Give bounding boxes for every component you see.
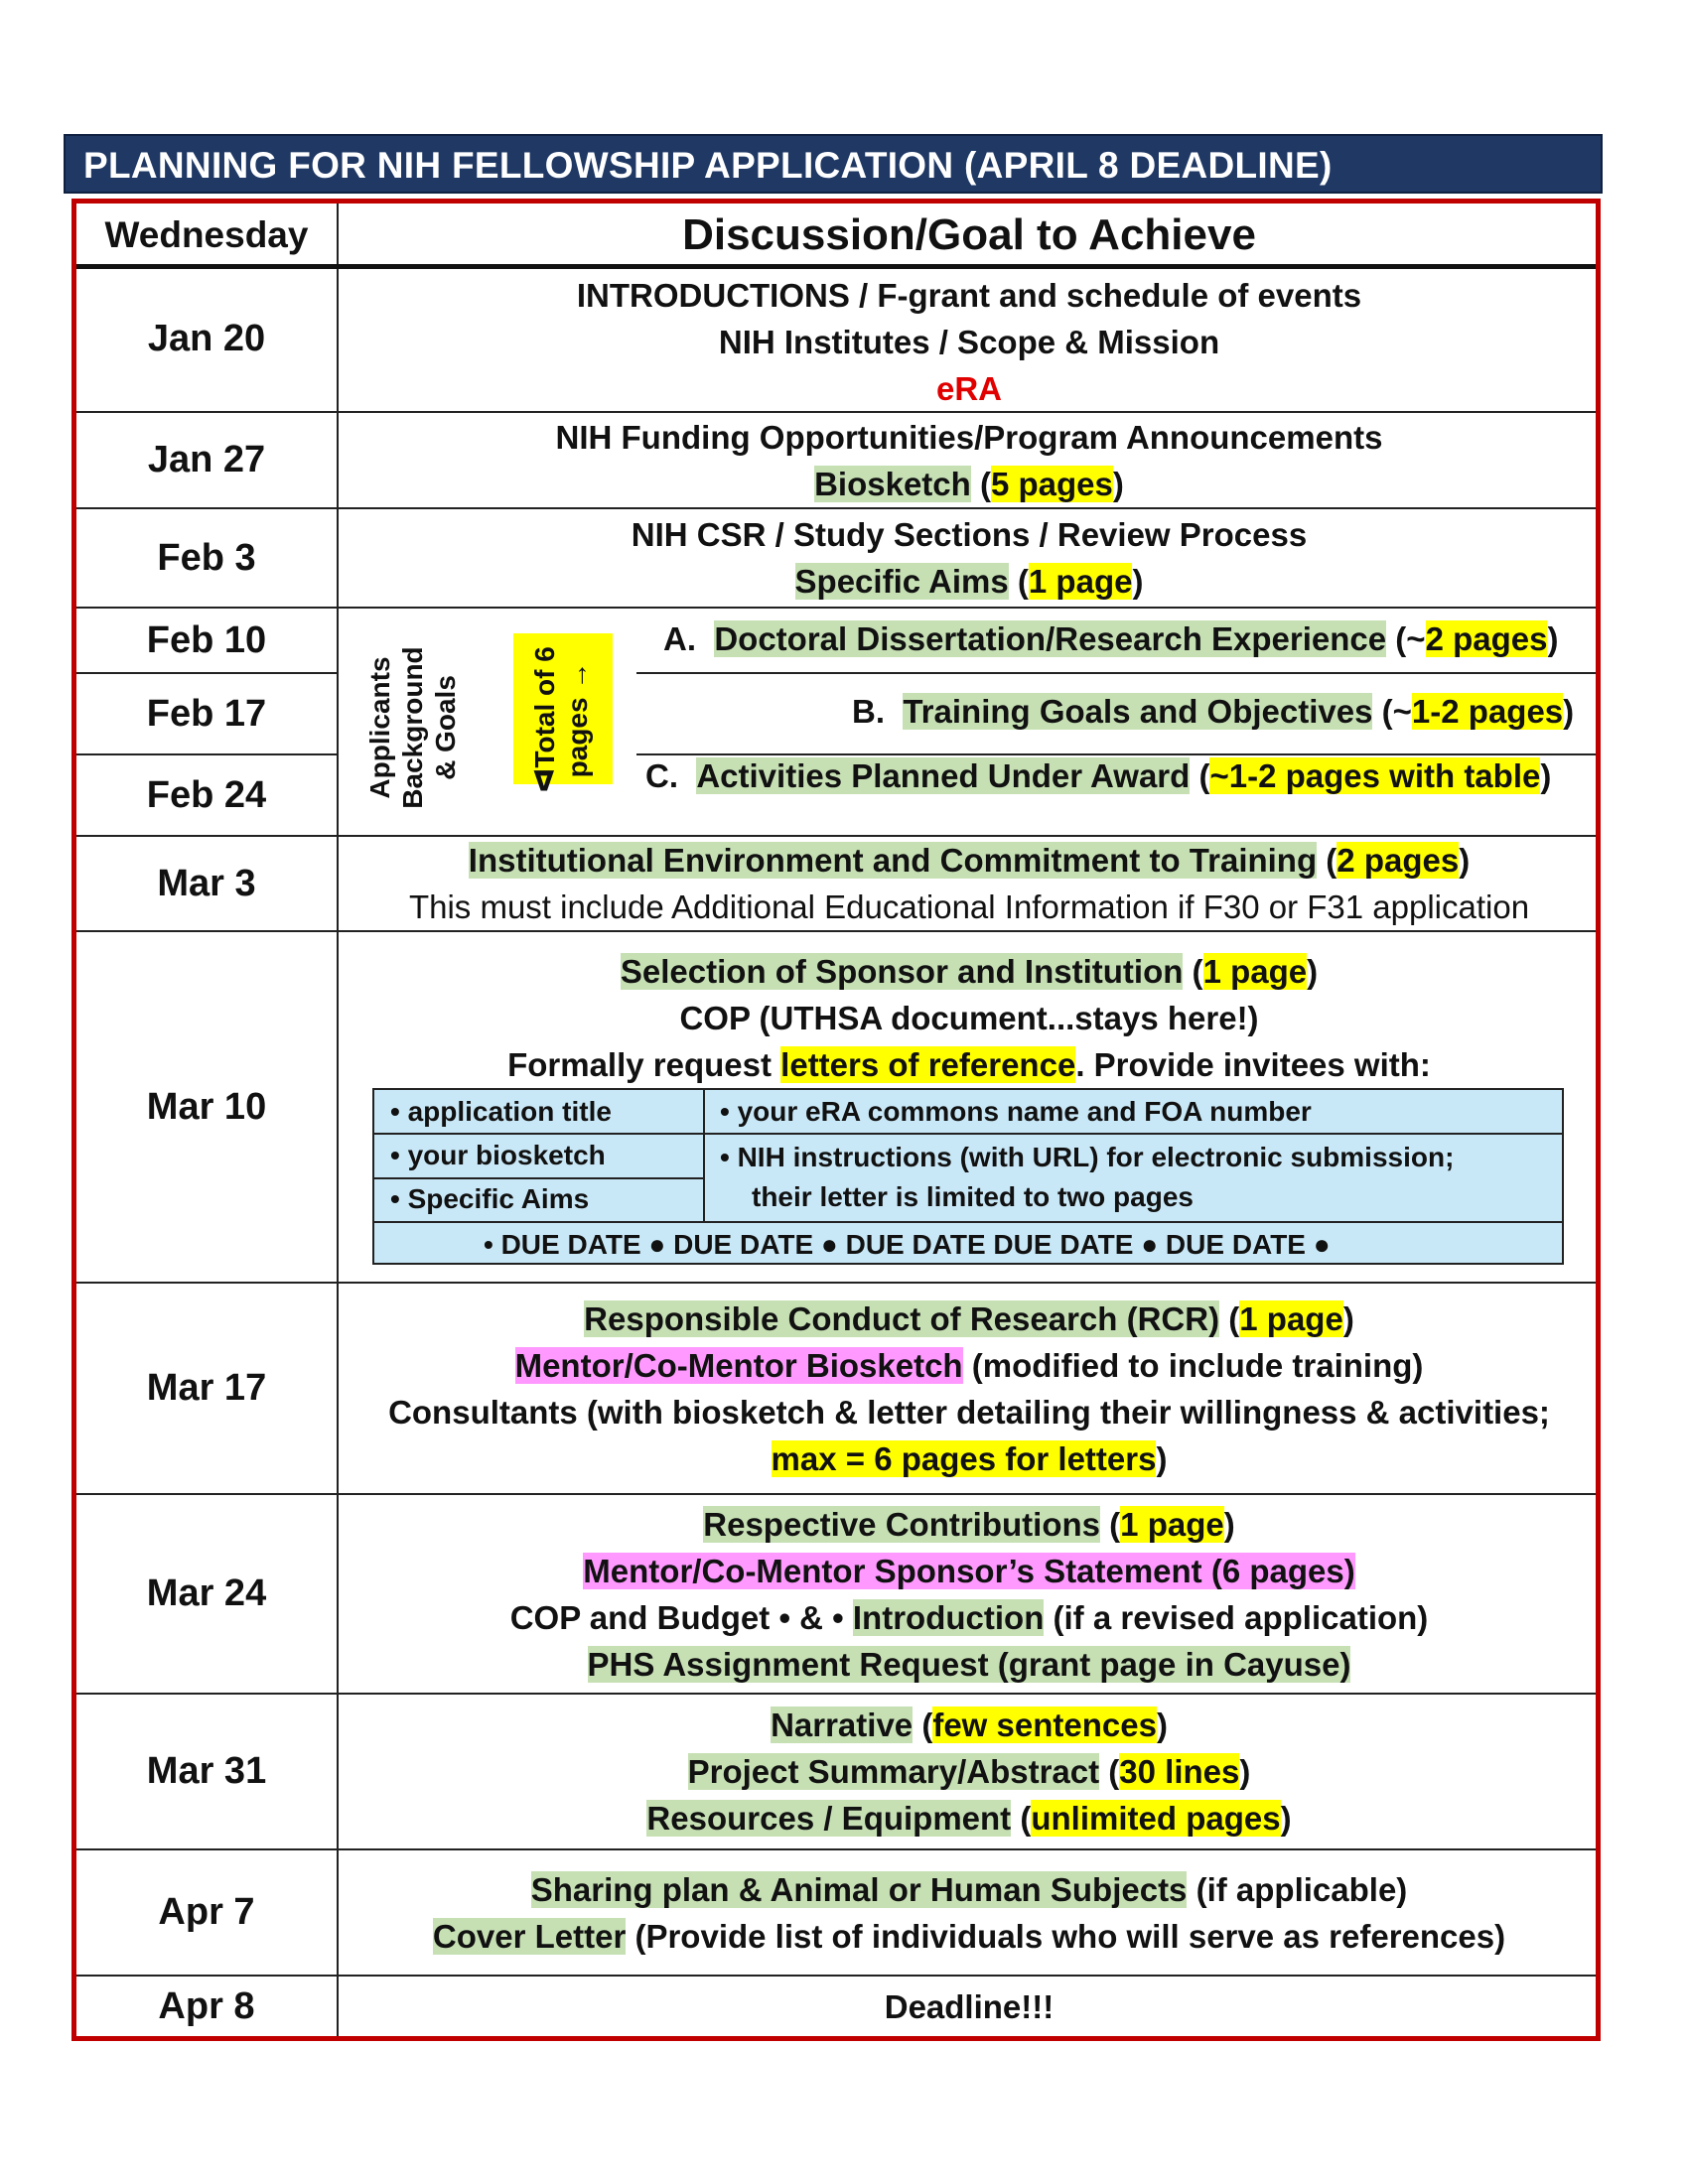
date-feb-10: Feb 10 <box>146 618 267 661</box>
resources-highlight: Resources / Equipment <box>646 1800 1012 1837</box>
page-title: PLANNING FOR NIH FELLOWSHIP APPLICATION (APRIL 8 DEADLINE) <box>64 134 1603 194</box>
paren-open: ( <box>1008 563 1029 600</box>
page-count-highlight: 1 page <box>1239 1299 1343 1337</box>
row-mar-10-content <box>343 948 1596 1088</box>
paren-close: ) <box>1547 620 1559 657</box>
row-mar-3-content <box>343 837 1596 930</box>
date-feb-3: Feb 3 <box>157 536 256 579</box>
feb-17-item <box>852 688 1574 735</box>
revised-note: (if a revised application) <box>1044 1598 1429 1636</box>
apr-7-line-2 <box>433 1913 1505 1960</box>
date-apr-8: Apr 8 <box>158 1984 255 2027</box>
mar-17-line-2 <box>515 1342 1424 1389</box>
paren-open: ( <box>1100 1505 1121 1543</box>
date-mar-31: Mar 31 <box>146 1750 267 1792</box>
mar-24-line-2 <box>583 1548 1354 1594</box>
mar-10-line-1 <box>621 948 1318 995</box>
date-apr-7: Apr 7 <box>158 1891 255 1933</box>
deadline-text: Deadline!!! <box>884 1987 1055 2025</box>
paren-close: ) <box>1156 1706 1168 1743</box>
ref-era-commons: • your eRA commons name and FOA number <box>720 1096 1312 1127</box>
total-pages-line-2: pages → <box>562 661 593 778</box>
feb-3-line-1: NIH CSR / Study Sections / Review Process <box>631 516 1308 553</box>
modified-note: (modified to include training) <box>962 1346 1424 1384</box>
ref-specific-aims: • Specific Aims <box>390 1183 590 1214</box>
row-mar-24-content <box>343 1495 1596 1693</box>
page-count-highlight: 2 pages <box>1336 842 1460 879</box>
row-mar-17-content <box>343 1284 1596 1493</box>
side-label-line-1: Applicants <box>364 656 395 799</box>
paren-open: ( <box>1190 757 1210 794</box>
paren-close: ) <box>1223 1505 1235 1543</box>
ref-due-dates: • DUE DATE ● DUE DATE ● DUE DATE DUE DATE ● DUE DATE ● <box>484 1229 1331 1260</box>
respective-contributions-highlight: Respective Contributions <box>703 1505 1100 1543</box>
paren-close: ) <box>1563 693 1575 730</box>
mar-3-line-1 <box>469 837 1470 884</box>
side-label-line-3: & Goals <box>430 675 461 780</box>
paren-open: (~ <box>1386 620 1426 657</box>
feb-3-line-2 <box>795 558 1144 605</box>
request-text: Formally request <box>507 1046 781 1083</box>
length-highlight: few sentences <box>932 1706 1157 1743</box>
page-count-highlight: 1-2 pages <box>1411 693 1564 730</box>
paren-open: ( <box>1317 842 1337 879</box>
paren-close: ) <box>1540 757 1552 794</box>
page-count-highlight: 5 pages <box>990 465 1113 502</box>
paren-open: ( <box>1011 1800 1032 1837</box>
paren-open: ( <box>1099 1753 1120 1790</box>
total-pages-line-1: ᐊTotal of 6 <box>529 646 560 793</box>
date-mar-17: Mar 17 <box>146 1367 267 1409</box>
sharing-plan-highlight: Sharing plan & Animal or Human Subjects <box>530 1870 1188 1908</box>
row-apr-8-content <box>343 1977 1596 2036</box>
mar-24-line-3 <box>510 1594 1429 1641</box>
applicants-background-goals-label <box>363 618 463 837</box>
ref-rule <box>374 1133 1562 1135</box>
paren-close: ) <box>1239 1753 1251 1790</box>
apr-7-line-1 <box>531 1866 1408 1913</box>
introduction-highlight: Introduction <box>852 1598 1045 1636</box>
paren-open: ( <box>970 465 991 502</box>
page-count-highlight: 1 page <box>1120 1505 1224 1543</box>
mar-24-line-1 <box>703 1501 1234 1548</box>
mar-17-line-1 <box>584 1296 1354 1342</box>
row-rule <box>636 672 1596 674</box>
paren-open: (~ <box>1372 693 1412 730</box>
length-highlight: 30 lines <box>1119 1753 1240 1790</box>
letters-of-reference-highlight: letters of reference <box>780 1046 1076 1083</box>
training-goals-highlight: Training Goals and Objectives <box>903 693 1373 730</box>
mar-24-line-4 <box>588 1641 1351 1688</box>
mar-10-line-2: COP (UTHSA document...stays here!) <box>679 1000 1259 1036</box>
feb-24-item <box>645 752 1551 799</box>
feb-10-item <box>663 615 1558 662</box>
cop-budget-text: COP and Budget • & • <box>509 1598 853 1636</box>
page-count-highlight: ~1-2 pages with table <box>1209 757 1541 794</box>
date-mar-3: Mar 3 <box>157 862 256 904</box>
date-jan-27: Jan 27 <box>147 439 266 480</box>
date-feb-17: Feb 17 <box>146 692 267 735</box>
paren-open: ( <box>913 1706 933 1743</box>
date-jan-20: Jan 20 <box>147 317 266 359</box>
mar-31-line-1 <box>771 1702 1168 1748</box>
mar-17-line-3: Consultants (with biosketch & letter detailing their willingness & activities; <box>388 1393 1550 1431</box>
jan-20-line-1: INTRODUCTIONS / F-grant and schedule of events <box>576 276 1362 314</box>
header-wednesday: Wednesday <box>104 214 309 255</box>
mentor-biosketch-highlight: Mentor/Co-Mentor Biosketch <box>514 1346 963 1384</box>
item-letter-a: A. <box>663 620 696 657</box>
column-divider <box>337 204 339 2036</box>
jan-27-line-2 <box>814 461 1124 507</box>
paren-open: ( <box>1183 953 1203 990</box>
date-feb-24: Feb 24 <box>146 773 267 816</box>
ref-nih-instructions: • NIH instructions (with URL) for electronic submission; <box>720 1142 1455 1172</box>
ref-rule <box>374 1221 1562 1223</box>
total-pages-label <box>528 645 598 794</box>
mar-31-line-3 <box>646 1795 1291 1842</box>
references-note: (Provide list of individuals who will serve as references) <box>626 1917 1506 1955</box>
phs-assignment-highlight: PHS Assignment Request (grant page in Cayuse) <box>587 1645 1351 1683</box>
item-letter-c: C. <box>645 757 678 794</box>
page-count-highlight: 1 page <box>1028 563 1133 600</box>
cover-letter-highlight: Cover Letter <box>432 1917 627 1955</box>
page-count-highlight: 2 pages <box>1425 620 1548 657</box>
header-discussion: Discussion/Goal to Achieve <box>682 210 1256 259</box>
paren-close: ) <box>1132 563 1144 600</box>
mar-17-line-4 <box>772 1435 1168 1482</box>
length-highlight: unlimited pages <box>1031 1800 1281 1837</box>
jan-20-line-2: NIH Institutes / Scope & Mission <box>718 323 1220 360</box>
row-mar-31-content <box>343 1695 1596 1848</box>
row-feb-3-content <box>343 509 1596 607</box>
invitees-text: . Provide invitees with: <box>1075 1046 1431 1083</box>
mar-10-line-3 <box>507 1041 1431 1088</box>
paren-close: ) <box>1307 953 1319 990</box>
jan-20-line-3: eRA <box>935 369 1003 407</box>
side-label-line-2: Background <box>397 646 428 809</box>
paren-close: ) <box>1342 1299 1354 1337</box>
mar-3-line-2: This must include Additional Educational Information if F30 or F31 application <box>408 888 1530 925</box>
ref-application-title: • application title <box>390 1096 612 1127</box>
row-jan-20-content <box>343 273 1596 410</box>
paren-close: ) <box>1459 842 1471 879</box>
institutional-environment-highlight: Institutional Environment and Commitment to Training <box>468 842 1318 879</box>
paren-open: ( <box>1219 1299 1240 1337</box>
dissertation-highlight: Doctoral Dissertation/Research Experience <box>714 620 1387 657</box>
specific-aims-highlight: Specific Aims <box>794 563 1009 600</box>
ref-col-divider <box>703 1090 705 1221</box>
ref-letter-limit: their letter is limited to two pages <box>752 1181 1194 1212</box>
sponsor-statement-highlight: Mentor/Co-Mentor Sponsor’s Statement (6 pages) <box>583 1552 1355 1589</box>
date-mar-10: Mar 10 <box>146 1085 267 1128</box>
project-summary-highlight: Project Summary/Abstract <box>687 1753 1100 1790</box>
max-pages-highlight: max = 6 pages for letters <box>771 1439 1157 1477</box>
row-apr-7-content <box>343 1850 1596 1975</box>
page-count-highlight: 1 page <box>1202 953 1308 990</box>
sponsor-selection-highlight: Selection of Sponsor and Institution <box>620 953 1184 990</box>
paren-close: ) <box>1280 1800 1292 1837</box>
date-mar-24: Mar 24 <box>146 1572 267 1614</box>
paren-close: ) <box>1112 465 1124 502</box>
row-jan-27-content <box>343 413 1596 507</box>
activities-highlight: Activities Planned Under Award <box>696 757 1191 794</box>
biosketch-highlight: Biosketch <box>814 465 971 502</box>
mar-31-line-2 <box>688 1748 1251 1795</box>
narrative-highlight: Narrative <box>771 1706 914 1743</box>
reference-info-box <box>372 1088 1564 1265</box>
paren-close: ) <box>1156 1439 1168 1477</box>
jan-27-line-1: NIH Funding Opportunities/Program Announcements <box>555 418 1383 456</box>
rcr-highlight: Responsible Conduct of Research (RCR) <box>584 1299 1220 1337</box>
item-letter-b: B. <box>852 693 885 730</box>
applicable-note: (if applicable) <box>1187 1870 1408 1908</box>
ref-your-biosketch: • your biosketch <box>390 1140 606 1170</box>
